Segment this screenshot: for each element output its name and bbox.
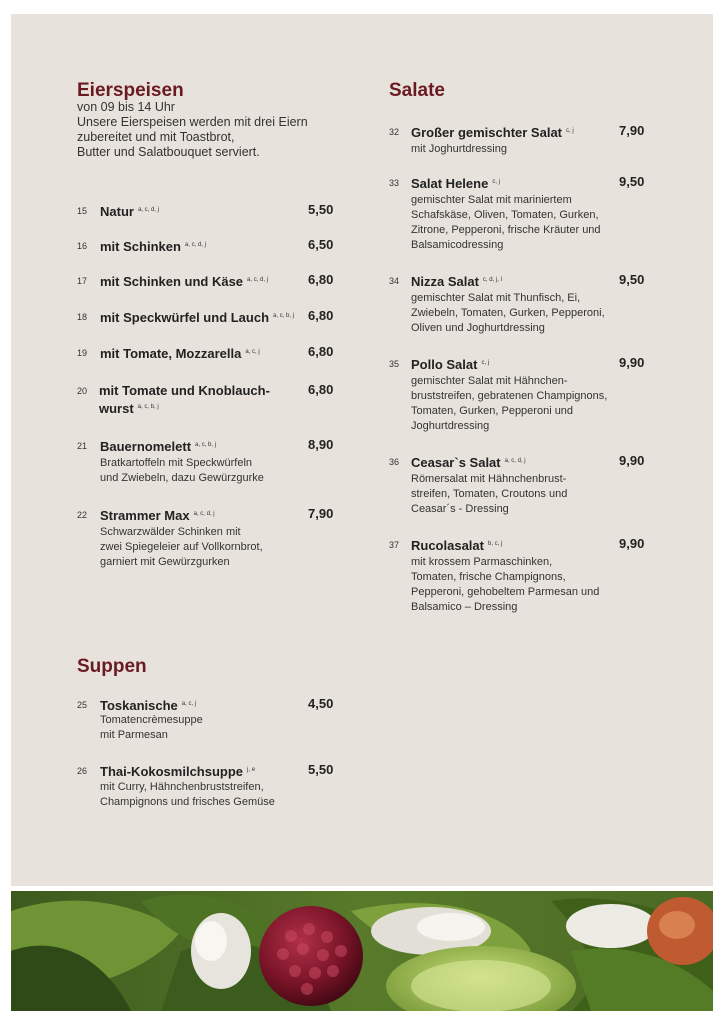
eierspeisen-heading: Eierspeisen [77, 80, 184, 101]
item-price: 7,90 [619, 123, 645, 138]
item-price: 9,50 [619, 272, 645, 287]
item-description: Tomatencrèmesuppe mit Parmesan [100, 714, 203, 741]
allergen-codes: c, d, j, l [482, 277, 502, 283]
item-name: Toskanische $^{a, c, j}$ [100, 698, 197, 713]
item-name: mit Schinken $^{a, c, d, j}$ [100, 239, 206, 254]
item-number: 34 [389, 276, 400, 286]
item-number: 17 [77, 276, 88, 286]
item-number: 32 [389, 127, 400, 137]
item-price: 7,90 [308, 506, 334, 521]
item-description: gemischter Salat mit mariniertem Schafskäse, Oliven, Tomaten, Gurken, Zitrone, Pepperoni, frische Kräuter und Balsamicodressing [411, 194, 601, 251]
item-number: 33 [389, 178, 400, 188]
allergen-codes: b, c, j [487, 541, 503, 547]
item-name: Nizza Salat $^{c, d, j, l}$ [411, 274, 502, 289]
allergen-codes: a, c, b, j [273, 313, 295, 319]
item-number: 20 [77, 386, 88, 396]
item-number: 15 [77, 206, 88, 216]
item-description: Römersalat mit Hähnchenbrust- streifen, Tomaten, Croutons und Ceasar´s - Dressing [411, 473, 568, 515]
item-price: 6,80 [308, 382, 334, 397]
salad-photo [11, 891, 713, 1011]
item-number: 16 [77, 241, 88, 251]
salate-heading: Salate [389, 80, 445, 101]
allergen-codes: c, j [566, 128, 574, 134]
allergen-codes: a, c, d, j [193, 511, 215, 517]
item-name: Salat Helene $^{c, j}$ [411, 176, 500, 191]
item-number: 21 [77, 441, 88, 451]
allergen-codes: c, j [481, 360, 490, 366]
item-price: 9,50 [619, 174, 645, 189]
item-price: 6,80 [308, 272, 334, 287]
allergen-codes: a, c, d, j [137, 207, 159, 213]
item-description: mit krossem Parmaschinken, Tomaten, frische Champignons, Pepperoni, gehobeltem Parmesan und Balsamico – Dressing [411, 556, 600, 613]
item-name: Ceasar`s Salat $^{a, c, d, j}$ [411, 455, 526, 470]
allergen-codes: a, c, j [181, 701, 197, 707]
item-description: Schwarzwälder Schinken mit zwei Spiegeleier auf Vollkornbrot, garniert mit Gewürzgurken [100, 526, 263, 568]
item-name: mit Tomate, Mozzarella $^{a, c, j}$ [100, 346, 260, 361]
item-price: 9,90 [619, 453, 645, 468]
item-name: Bauernomelett $^{a, c, b, j}$ [100, 439, 217, 454]
item-number: 36 [389, 457, 400, 467]
item-number: 26 [77, 766, 88, 776]
item-description: gemischter Salat mit Thunfisch, Ei, Zwiebeln, Tomaten, Gurken, Pepperoni, Oliven und Joghurtdressing [411, 292, 605, 334]
item-description: gemischter Salat mit Hähnchen- bruststreifen, gebratenen Champignons, Tomaten, Gurken, Pepperoni und Joghurtdressing [411, 375, 608, 432]
allergen-codes: a, c, d, j [247, 277, 269, 283]
item-price: 4,50 [308, 696, 334, 711]
item-name: Großer gemischter Salat $^{c, j}$ [411, 125, 574, 140]
item-number: 19 [77, 348, 88, 358]
allergen-codes: a, c, d, j [504, 458, 526, 464]
item-price: 9,90 [619, 355, 645, 370]
item-name: Thai-Kokosmilchsuppe $^{j, e}$ [100, 764, 256, 779]
item-name: mit Schinken und Käse $^{a, c, d, j}$ [100, 274, 269, 289]
allergen-codes: a, c, b, j [195, 442, 217, 448]
item-price: 5,50 [308, 762, 334, 777]
item-name: mit Speckwürfel und Lauch $^{a, c, b, j}$ [100, 310, 295, 325]
item-description: Bratkartoffeln mit Speckwürfeln und Zwiebeln, dazu Gewürzgurke [100, 457, 264, 484]
eierspeisen-intro: von 09 bis 14 Uhr Unsere Eierspeisen werden mit drei Eiern zubereitet und mit Toastbrot, Butter und Salatbouquet serviert. [77, 100, 308, 159]
item-number: 22 [77, 510, 88, 520]
allergen-codes: a, c, b, j [137, 404, 159, 410]
item-description: mit Curry, Hähnchenbruststreifen, Champignons und frisches Gemüse [100, 781, 275, 808]
item-price: 6,50 [308, 237, 334, 252]
allergen-codes: a, c, j [245, 349, 260, 355]
item-price: 9,90 [619, 536, 645, 551]
item-price: 6,80 [308, 344, 334, 359]
item-name: Strammer Max $^{a, c, d, j}$ [100, 508, 215, 523]
item-number: 25 [77, 700, 88, 710]
item-name: Rucolasalat $^{b, c, j}$ [411, 538, 503, 553]
allergen-codes: c, j [492, 179, 500, 185]
allergen-codes: j, e [247, 767, 256, 773]
allergen-codes: a, c, d, j [184, 242, 206, 248]
item-description: mit Joghurtdressing [411, 143, 507, 155]
item-price: 5,50 [308, 202, 334, 217]
item-price: 6,80 [308, 308, 334, 323]
item-name: Natur $^{a, c, d, j}$ [100, 204, 159, 219]
suppen-heading: Suppen [77, 656, 147, 677]
item-number: 18 [77, 312, 88, 322]
item-name: Pollo Salat $^{c, j}$ [411, 357, 490, 372]
item-number: 37 [389, 540, 400, 550]
item-number: 35 [389, 359, 400, 369]
item-price: 8,90 [308, 437, 334, 452]
item-name: mit Tomate und Knoblauch- wurst $^{a, c, b, j}$ [99, 383, 270, 416]
